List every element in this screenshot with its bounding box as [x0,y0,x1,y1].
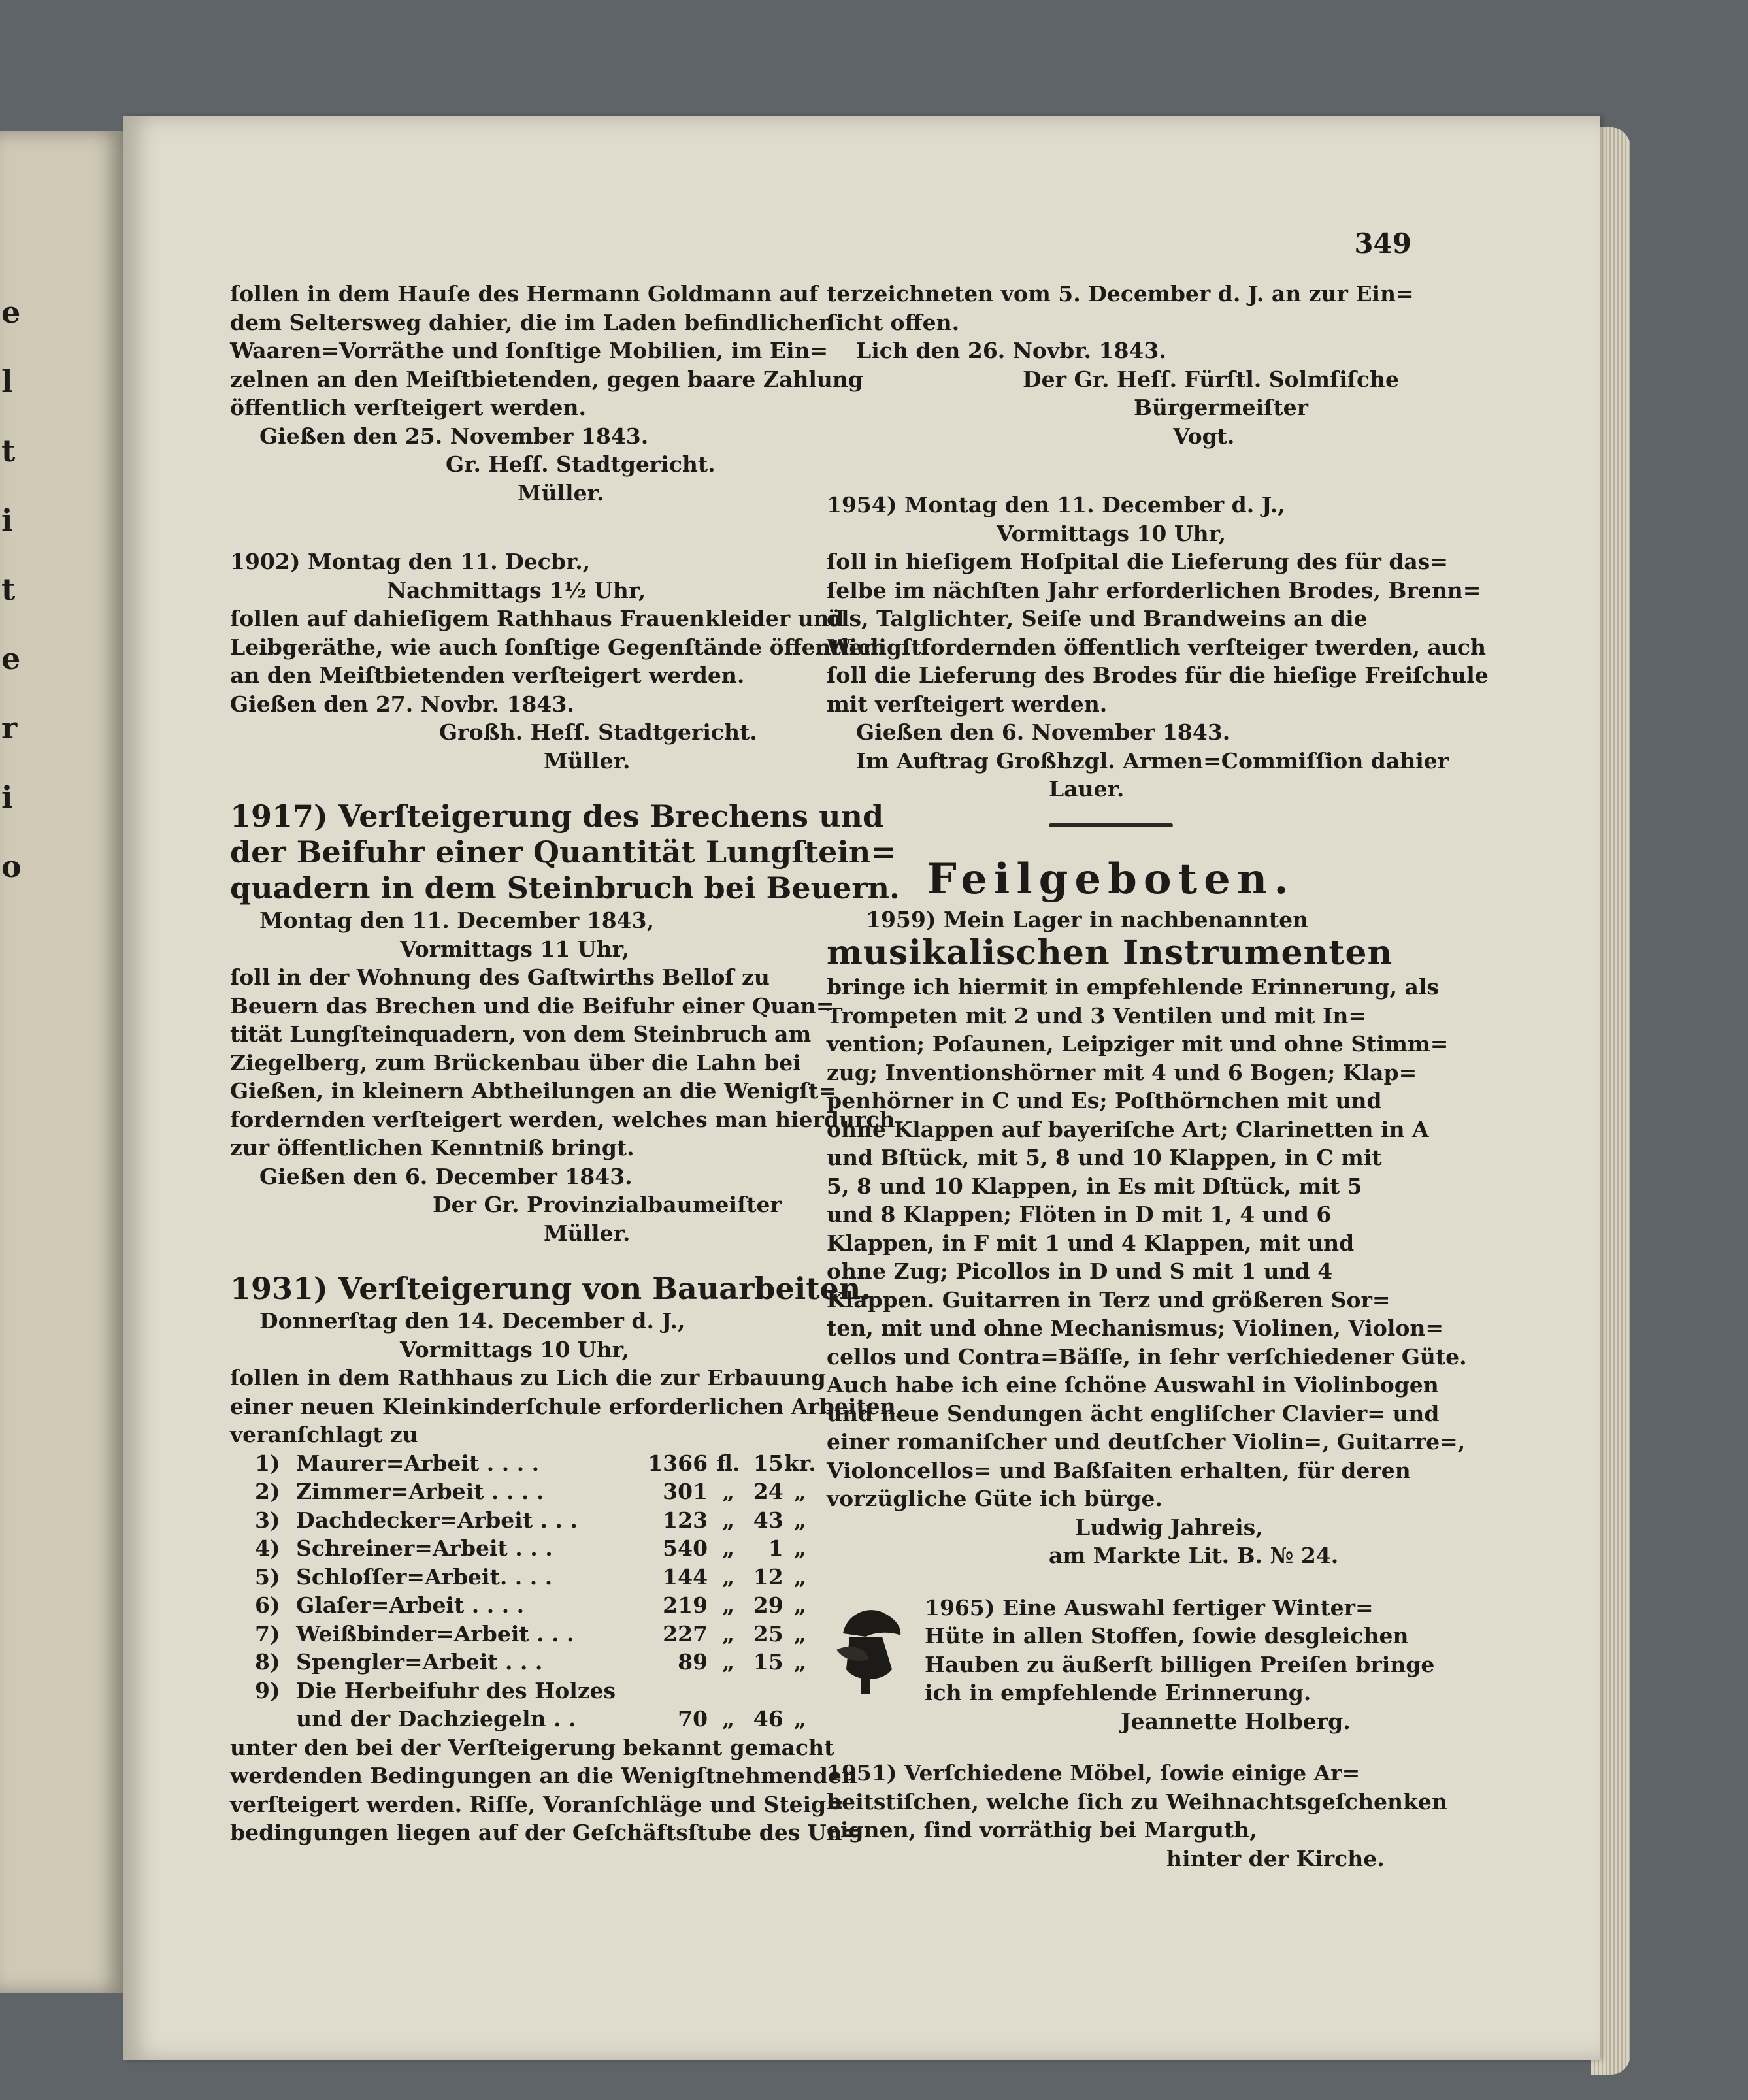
item-work: Spengler=Arbeit . . . [296,1649,543,1675]
item-currency: „ [722,1620,735,1647]
text-line: Hüte in allen Stoffen, ſowie desgleichen [925,1623,1409,1649]
notice-signature: Ludwig Jahreis, [1075,1514,1263,1540]
item-number: 1) [255,1450,280,1476]
left-mark: r [1,710,18,746]
left-mark: t [1,572,16,607]
item-work: und der Dachziegeln . . [296,1706,576,1731]
text-line: ohne Zug; Picollos in D und S mit 1 und 4 [827,1258,1333,1284]
text-line: ſollen auf dahieſigem Rathhaus Frauenkleider und [230,606,844,631]
cost-row [255,1591,817,1620]
text-line: Beuern das Brechen und die Beifuhr einer Quan= [230,993,834,1019]
item-work: Dachdecker=Arbeit . . . [296,1507,578,1533]
item-unit: „ [793,1649,806,1675]
text-line: Klappen, in F mit 1 und 4 Klappen, mit und [827,1230,1355,1256]
item-amount: 89 [678,1649,708,1675]
notice-1917-title: 1917) Verſteigerung des Brechens und [230,798,884,834]
left-page-text-fragments [1,297,21,921]
text-line: ich in empfehlende Erinnerung. [925,1680,1311,1705]
left-mark: e [1,295,21,330]
item-currency [708,1677,749,1705]
item-unit: „ [793,1535,806,1561]
item-number: 4) [255,1535,280,1561]
text-line: an den Meiſtbietenden verſteigert werden. [230,663,745,688]
text-line: zur öffentlichen Kenntniß bringt. [230,1135,635,1160]
item-number: 5) [255,1564,280,1590]
notice-signature: Großh. Heſſ. Stadtgericht. [439,719,757,745]
item-amount: 227 [663,1620,708,1647]
notice-signature: Vogt. [1173,423,1235,449]
item-work: Glaſer=Arbeit . . . . [296,1592,525,1618]
item-number [255,1705,296,1733]
text-line: zelnen an den Meiſtbietenden, gegen baare Zahlung [230,366,863,392]
text-line: Gießen, in kleinern Abtheilungen an die Wenigſt= [230,1078,837,1104]
notice-time: Vormittags 10 Uhr, [997,520,1227,546]
notice-date: Lich den 26. Novbr. 1843. [856,338,1166,363]
notice-1931-title: 1931) Verſteigerung von Bauarbeiten. [230,1271,872,1306]
item-currency: fl. [716,1450,740,1476]
item-number: 9) [255,1677,280,1703]
text-line: öls, Talglichter, Seiſe und Brandweins an die [827,606,1368,631]
item-currency: „ [722,1535,735,1561]
text-line: 5, 8 und 10 Klappen, in Es mit Dſtück, mit 5 [827,1173,1362,1199]
item-unit: kr. [784,1450,816,1476]
notice-1917-title: der Beifuhr einer Quantität Lungſtein= [230,834,896,870]
text-line: ſollen in dem Rathhaus zu Lich die zur Erbauung [230,1365,826,1390]
cost-row [255,1563,817,1592]
text-line: und Bſtück, mit 5, 8 und 10 Klappen, in C mit [827,1145,1382,1170]
cost-row [255,1477,817,1506]
item-work: Maurer=Arbeit . . . . [296,1450,540,1476]
item-amount: 540 [663,1535,708,1561]
item-amount: 123 [663,1507,708,1533]
text-line: Klappen. Guitarren in Terz und größeren Sor= [827,1287,1391,1313]
section-title: Feilgeboten. [927,854,1295,904]
notice-signature: Der Gr. Provinzialbaumeiſter [433,1192,782,1217]
text-line: 1965) Eine Auswahl fertiger Winter= [925,1594,1374,1620]
text-line: zug; Inventionshörner mit 4 und 6 Bogen; Klap= [827,1059,1417,1085]
cost-row [255,1705,817,1733]
left-mark: i [1,779,13,815]
notice-time: Nachmittags 1½ Uhr, [387,577,646,603]
text-line: ohne Klappen auf bayeriſche Art; Clarinetten in A [827,1116,1429,1142]
item-currency: „ [722,1479,735,1504]
item-unit: „ [793,1706,806,1731]
text-line: unter den bei der Verſteigerung bekannt gemacht [230,1734,834,1760]
notice-signature: Müller. [518,480,604,506]
text-line: 1951) Verſchiedene Möbel, ſowie einige Ar= [827,1760,1360,1786]
text-line: Auch habe ich eine ſchöne Auswahl in Violinbogen [827,1372,1439,1398]
left-mark: i [1,502,13,538]
text-line: ſoll in hieſigem Hoſpital die Lieferung des für das= [827,549,1449,574]
item-work: Schloſſer=Arbeit. . . . [296,1564,553,1590]
text-line: ſollen in dem Hauſe des Hermann Goldmann auf [230,281,819,306]
text-line: ſoll die Lieferung des Brodes für die hieſige Freiſchule [827,663,1489,688]
text-line: Trompeten mit 2 und 3 Ventilen und mit In= [827,1002,1367,1028]
item-cents: 46 [753,1706,783,1731]
notice-1917-title: quadern in dem Steinbruch bei Beuern. [230,870,900,906]
item-amount: 144 [663,1564,708,1590]
text-line: ſelbe im nächſten Jahr erforderlichen Brodes, Brenn= [827,577,1481,603]
item-cents: 1 [768,1535,783,1561]
notice-signature: Bürgermeiſter [1134,395,1308,420]
left-mark: o [1,849,22,884]
text-line: werdenden Bedingungen an die Wenigſtnehmenden [230,1763,857,1788]
text-line: Hauben zu äußerſt billigen Preiſen bringe [925,1651,1435,1677]
hat-icon [830,1598,908,1696]
item-currency: „ [722,1592,735,1618]
text-line: ſoll in der Wohnung des Gaſtwirths Belloſ zu [230,964,770,990]
item-work: Die Herbeifuhr des Holzes [296,1677,616,1703]
text-line: cellos und Contra=Bäſſe, in ſehr verſchiedener Güte. [827,1343,1467,1370]
cost-row [255,1620,817,1649]
item-unit: „ [793,1592,806,1618]
notice-1965 [827,1594,1435,1736]
item-amount: 1366 [648,1450,708,1476]
notice-signature: Müller. [544,747,631,774]
item-unit: „ [793,1620,806,1647]
text-line: und 8 Klappen; Flöten in D mit 1, 4 und 6 [827,1202,1332,1227]
text-line: penhörner in C und Es; Poſthörnchen mit und [827,1088,1382,1113]
cost-row [255,1677,817,1705]
text-line: öffentlich verſteigert werden. [230,395,587,420]
item-amount [632,1677,708,1705]
item-work: Zimmer=Arbeit . . . . [296,1479,544,1504]
text-line: einer romaniſcher und deutſcher Violin=, Guitarre=, [827,1429,1466,1454]
text-line: Waaren=Vorräthe und ſonſtige Mobilien, im Ein= [230,338,829,363]
item-unit [783,1677,817,1705]
notice-time: Vormittags 11 Uhr, [400,936,630,962]
item-amount: 70 [678,1706,708,1731]
text-line: Violoncellos= und Baßſaiten erhalten, für deren [827,1457,1411,1483]
item-number: 7) [255,1620,280,1647]
left-mark: l [1,364,13,399]
page-number: 349 [1354,227,1411,259]
text-line: Ziegelberg, zum Brückenbau über die Lahn bei [230,1049,801,1075]
notice-signature: Müller. [544,1220,631,1246]
cost-row [255,1534,817,1563]
item-number: 8) [255,1649,280,1675]
text-line: vention; Poſaunen, Leipziger mit und ohne Stimm= [827,1031,1449,1057]
notice-signature: Der Gr. Heſſ. Fürſtl. Solmſiſche [1023,366,1400,392]
text-line: Leibgeräthe, wie auch ſonſtige Gegenſtände öffentlich [230,634,887,660]
text-line: mit verſteigert werden. [827,691,1108,717]
section-divider [1049,823,1173,827]
text-line: dem Seltersweg dahier, die im Laden befindlichen [230,309,834,335]
notice-signature: am Markte Lit. B. № 24. [1049,1543,1339,1568]
text-line: bedingungen liegen auf der Geſchäftsſtube des Un= [230,1820,861,1845]
text-line: Wenigſtfordernden öffentlich verſteiger twerden, auch [827,634,1486,660]
item-cents: 25 [753,1620,783,1647]
notice-date: Gießen den 6. November 1843. [856,719,1230,745]
notice-date: Gießen den 27. Novbr. 1843. [230,691,574,717]
cost-row [255,1648,817,1677]
item-cents: 12 [753,1564,783,1590]
item-cents: 24 [753,1479,783,1504]
item-currency: „ [722,1507,735,1533]
notice-date: Gießen den 6. December 1843. [259,1163,633,1189]
left-mark: t [1,433,16,468]
text-line: vorzügliche Güte ich bürge. [827,1486,1163,1511]
item-work: Weißbinder=Arbeit . . . [296,1620,574,1647]
notice-1959-head: 1959) Mein Lager in nachbenannten [866,906,1309,932]
text-line: tität Lungſteinquadern, von dem Steinbruch am [230,1021,812,1047]
item-unit: „ [793,1564,806,1590]
notice-signature: Gr. Heſſ. Stadtgericht. [446,451,716,477]
notice-signature: Lauer. [1049,776,1125,802]
item-currency: „ [722,1649,735,1675]
text-line: terzeichneten vom 5. December d. J. an zur Ein= [827,281,1414,306]
notice-1902-head: 1902) Montag den 11. Decbr., [230,549,591,574]
item-number: 6) [255,1592,280,1618]
item-currency: „ [722,1564,735,1590]
text-line: fordernden verſteigert werden, welches man hierdurch [230,1106,895,1132]
text-line: einer neuen Kleinkinderſchule erforderlichen Arbeiten, [230,1393,904,1419]
notice-when: Donnerſtag den 14. December d. J., [259,1308,685,1334]
item-number: 2) [255,1479,280,1504]
notice-time: Vormittags 10 Uhr, [400,1336,630,1362]
cost-estimate-table [255,1449,817,1733]
item-number: 3) [255,1507,280,1533]
left-page-edge [0,131,124,1993]
notice-signature: Jeannette Holberg. [1121,1708,1351,1734]
item-cents: 15 [753,1649,783,1675]
text-line: ſicht offen. [827,309,960,335]
notice-date: Gießen den 25. November 1843. [259,423,649,449]
text-line: eignen, ſind vorräthig bei Marguth, [827,1817,1257,1843]
item-currency: „ [722,1706,735,1731]
text-line: veranſchlagt zu [230,1422,418,1447]
item-work: Schreiner=Arbeit . . . [296,1535,553,1561]
cost-row [255,1449,817,1478]
notice-1959-display-line: musikalischen Instrumenten [827,933,1393,973]
right-column [827,280,1489,1873]
item-unit: „ [793,1479,806,1504]
notice-1954-head: 1954) Montag den 11. December d. J., [827,492,1285,517]
item-cents: 15 [753,1450,783,1476]
text-line: ten, mit und ohne Mechanismus; Violinen, Violon= [827,1315,1444,1341]
text-line: bringe ich hiermit in empfehlende Erinnerung, als [827,974,1440,1000]
item-amount: 219 [663,1592,708,1618]
text-line: und neue Sendungen ächt engliſcher Clavier= und [827,1400,1440,1426]
item-cents: 29 [753,1592,783,1618]
item-cents [749,1677,783,1705]
item-cents: 43 [753,1507,783,1533]
text-line: verſteigert werden. Riſſe, Voranſchläge und Steig= [230,1791,844,1817]
item-unit: „ [793,1507,806,1533]
left-mark: e [1,641,21,676]
notice-signature: Im Auftrag Großhzgl. Armen=Commiſſion dahier [856,747,1449,774]
cost-row [255,1506,817,1535]
notice-signature: hinter der Kirche. [1166,1845,1385,1871]
item-amount: 301 [663,1479,708,1504]
notice-when: Montag den 11. December 1843, [259,908,655,933]
text-line: beitstiſchen, welche ſich zu Weihnachtsgeſchenken [827,1788,1447,1814]
